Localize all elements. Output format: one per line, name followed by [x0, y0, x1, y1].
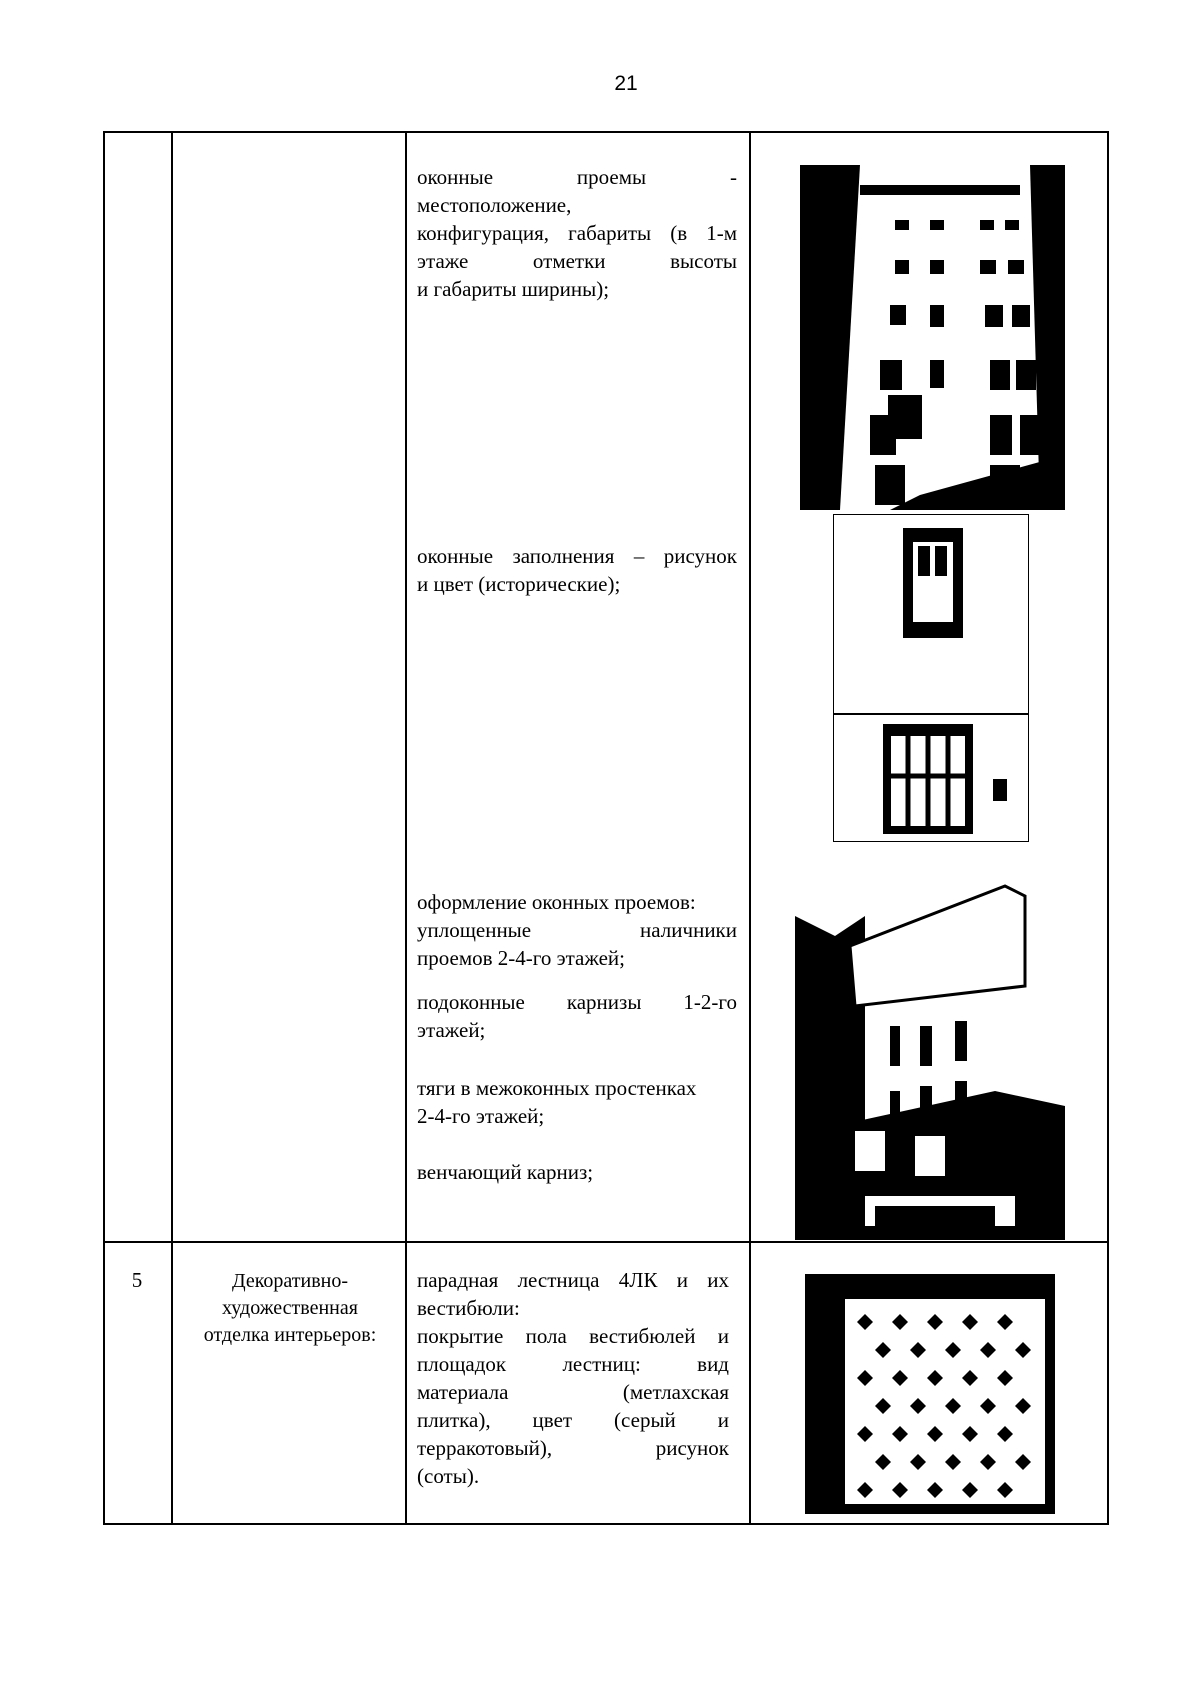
text-line: Декоративно- — [231, 1270, 349, 1292]
text-line: конфигурация, габариты (в 1-м — [417, 221, 737, 245]
photo-floor-tile-pattern — [805, 1274, 1055, 1514]
table-border-top — [103, 131, 1109, 133]
window-decoration-text — [417, 888, 737, 972]
row-number: 5 — [131, 1268, 143, 1292]
text-line: материала (метлахская — [417, 1380, 729, 1404]
text-line: площадок лестниц: вид — [417, 1352, 729, 1376]
text-line: оконные заполнения – рисунок — [417, 544, 737, 568]
pier-bands-text — [417, 1074, 737, 1130]
text-line: парадная лестница 4ЛК и их — [417, 1268, 729, 1292]
text-line: оформление оконных проемов: — [417, 890, 696, 914]
text-line: плитка), цвет (серый и — [417, 1408, 729, 1432]
facade-photo-window-openings — [800, 165, 1065, 510]
table-border-bottom — [103, 1523, 1109, 1525]
text-line: терракотовый), рисунок — [417, 1436, 729, 1460]
text-line: и габариты ширины); — [417, 277, 610, 301]
table-row-divider — [103, 1241, 1109, 1243]
text-line: покрытие пола вестибюлей и — [417, 1324, 729, 1348]
text-line: уплощенные наличники — [417, 918, 737, 942]
category-cell — [175, 1268, 405, 1349]
text-line: и цвет (исторические); — [417, 572, 621, 596]
table-col-divider-3 — [749, 131, 751, 1525]
text-line: вестибюли: — [417, 1296, 520, 1320]
page-number: 21 — [614, 72, 638, 95]
text-line: оконные проемы - — [417, 165, 737, 189]
table-border-right — [1107, 131, 1109, 1525]
text-line: этажей; — [417, 1018, 486, 1042]
photo-window-fillings — [833, 514, 1029, 842]
window-fillings-text — [417, 542, 737, 598]
text-line: художественная — [222, 1297, 358, 1319]
staircase-description-text — [417, 1266, 729, 1490]
crowning-cornice-text — [417, 1158, 737, 1186]
text-line: подоконные карнизы 1-2-го — [417, 990, 737, 1014]
table-border-left — [103, 131, 105, 1525]
window-openings-text — [417, 163, 737, 303]
text-line: проемов 2-4-го этажей; — [417, 946, 625, 970]
text-line: этаже отметки высоты — [417, 249, 737, 273]
text-line: 2-4-го этажей; — [417, 1104, 545, 1128]
text-line: венчающий карниз; — [417, 1160, 594, 1184]
table-col-divider-2 — [405, 131, 407, 1525]
facade-photo-window-decoration — [795, 876, 1065, 1240]
text-line: местоположение, — [417, 193, 572, 217]
text-line: отделка интерьеров: — [203, 1324, 377, 1346]
text-line: тяги в межоконных простенках — [417, 1076, 697, 1100]
table-col-divider-1 — [171, 131, 173, 1525]
window-sill-cornices-text — [417, 988, 737, 1044]
text-line: (соты). — [417, 1464, 480, 1488]
